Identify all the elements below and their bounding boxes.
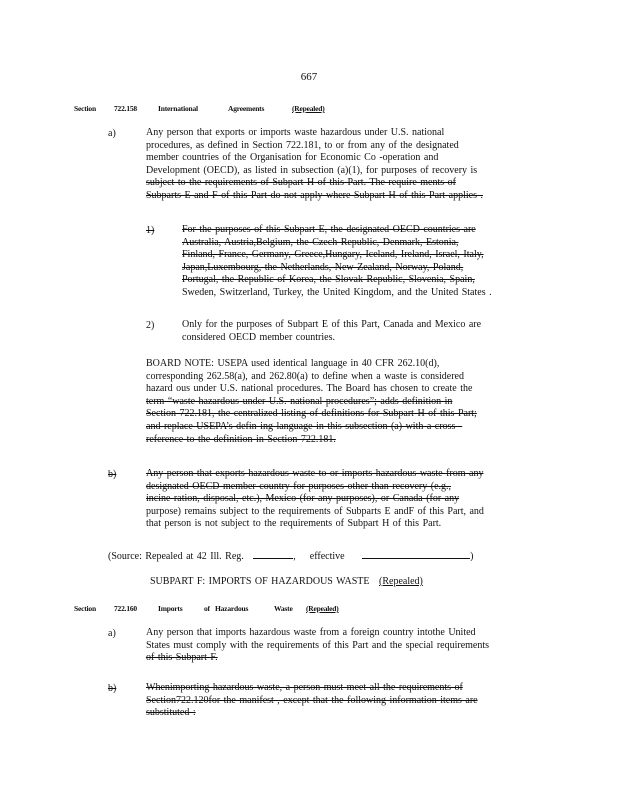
section-label: Section (74, 104, 96, 113)
text-line: Any person that exports or imports waste hazardous under U.S. national (146, 127, 445, 138)
struck-line: substituted : (146, 707, 196, 719)
source-prefix: (Source: Repealed at 42 Ill. Reg. (108, 551, 244, 562)
struck-line: designated OECD member country for purposes other than recovery (e.g., (146, 480, 452, 492)
section-title-word-2: of (204, 604, 210, 613)
section-title-word-1: International (158, 104, 198, 113)
effective-date-blank (362, 549, 470, 559)
section-title-word-4: Waste (274, 604, 293, 613)
section-title-word-2: Agreements (228, 104, 265, 113)
repealed-marker: (Repealed) (379, 576, 423, 587)
text-line: BOARD NOTE: USEPA used identical language in 40 CFR 262.10(d), (146, 358, 440, 369)
para-1-body (182, 224, 492, 300)
para-1-label: 1) (146, 225, 155, 236)
text-line: purpose) remains subject to the requirements of Subparts E andF of this Part, and (146, 505, 484, 517)
para-160b-body (146, 682, 478, 720)
struck-line: and replace USEPA’s defin ing language in this subsection (a) with a cross - (146, 420, 463, 432)
subpart-f-heading (150, 576, 423, 589)
para-a-body (146, 127, 483, 203)
section-title-word-1: Imports (158, 604, 183, 613)
text-line: Development (OECD), as listed in subsection (a)(1), for purposes of recovery is (146, 164, 478, 176)
struck-line: Section 722.181, the centralized listing of definitions for Subpart H of this Part; (146, 408, 477, 420)
page-number: 667 (300, 71, 318, 83)
text-line: procedures, as defined in Section 722.181, to or from any of the designated (146, 139, 459, 151)
struck-line: term “waste hazardous under U.S. national procedures”; adds definition in (146, 395, 453, 407)
para-a-label: a) (108, 128, 116, 139)
section-number: 722.160 (114, 604, 137, 613)
para-2-body (182, 319, 481, 344)
section-label: Section (74, 604, 96, 613)
text-line: hazard ous under U.S. national procedures. The Board has chosen to create the (146, 383, 473, 395)
para-160b-label: b) (108, 683, 117, 694)
struck-line: Any person that exports hazardous waste to or imports hazardous waste from any (146, 468, 484, 479)
para-b-body (146, 468, 484, 531)
subpart-heading-text: SUBPART F: IMPORTS OF HAZARDOUS WASTE (150, 576, 370, 587)
struck-line: Finland, France, Germany, Greece,Hungary, Iceland, Ireland, Israel, Italy, (182, 249, 484, 261)
source-close: ) (470, 551, 474, 562)
para-2-label: 2) (146, 320, 155, 331)
text-line: States must comply with the requirements of this Part and the special requirements (146, 639, 490, 651)
repealed-marker: (Repealed) (306, 604, 339, 613)
struck-line: Australia, Austria,Belgium, the Czech Republic, Denmark, Estonia, (182, 236, 459, 248)
text-line: that person is not subject to the requirements of Subpart H of this Part. (146, 518, 442, 530)
repealed-marker: (Repealed) (292, 104, 325, 113)
struck-line: Portugal, the Republic of Korea, the Slovak Republic, Slovenia, Spain, (182, 274, 475, 286)
struck-line: of this Subpart F. (146, 652, 218, 664)
text-line: Any person that imports hazardous waste from a foreign country intothe United (146, 627, 476, 638)
register-page-blank (253, 549, 293, 559)
struck-line: Japan,Luxembourg, the Netherlands, New Zealand, Norway, Poland, (182, 261, 464, 273)
board-note (146, 358, 477, 446)
source-note: (Source: Repealed at 42 Ill. Reg. , effective ) (108, 551, 474, 562)
struck-line: incine ration, disposal, etc.), Mexico (for any purposes), or Canada (for any (146, 493, 460, 505)
text-line: member countries of the Organisation for Economic Co -operation and (146, 152, 439, 164)
para-160a-body (146, 627, 489, 665)
struck-line: Section722.120for the manifest , except that the following information items are (146, 694, 478, 706)
text-line: Sweden, Switzerland, Turkey, the United Kingdom, and the United States . (182, 286, 492, 298)
para-160a-label: a) (108, 628, 116, 639)
struck-line: For the purposes of this Subpart E, the designated OECD countries are (182, 224, 476, 235)
struck-line: Subparts E and F of this Part do not apply where Subpart H of this Part applies . (146, 189, 483, 201)
section-number: 722.158 (114, 104, 137, 113)
struck-line: Whenimporting hazardous waste, a person must meet all the requirements of (146, 682, 463, 693)
para-b-label: b) (108, 469, 117, 480)
text-line: considered OECD member countries. (182, 331, 335, 343)
text-line: Only for the purposes of Subpart E of this Part, Canada and Mexico are (182, 319, 482, 330)
text-line: corresponding 262.58(a), and 262.80(a) to define when a waste is considered (146, 370, 464, 382)
struck-line: subject to the requirements of Subpart H of this Part. The require ments of (146, 177, 456, 189)
section-title-word-3: Hazardous (215, 604, 249, 613)
source-effective: effective (309, 551, 345, 562)
struck-line: reference to the definition in Section 722.181. (146, 433, 336, 445)
